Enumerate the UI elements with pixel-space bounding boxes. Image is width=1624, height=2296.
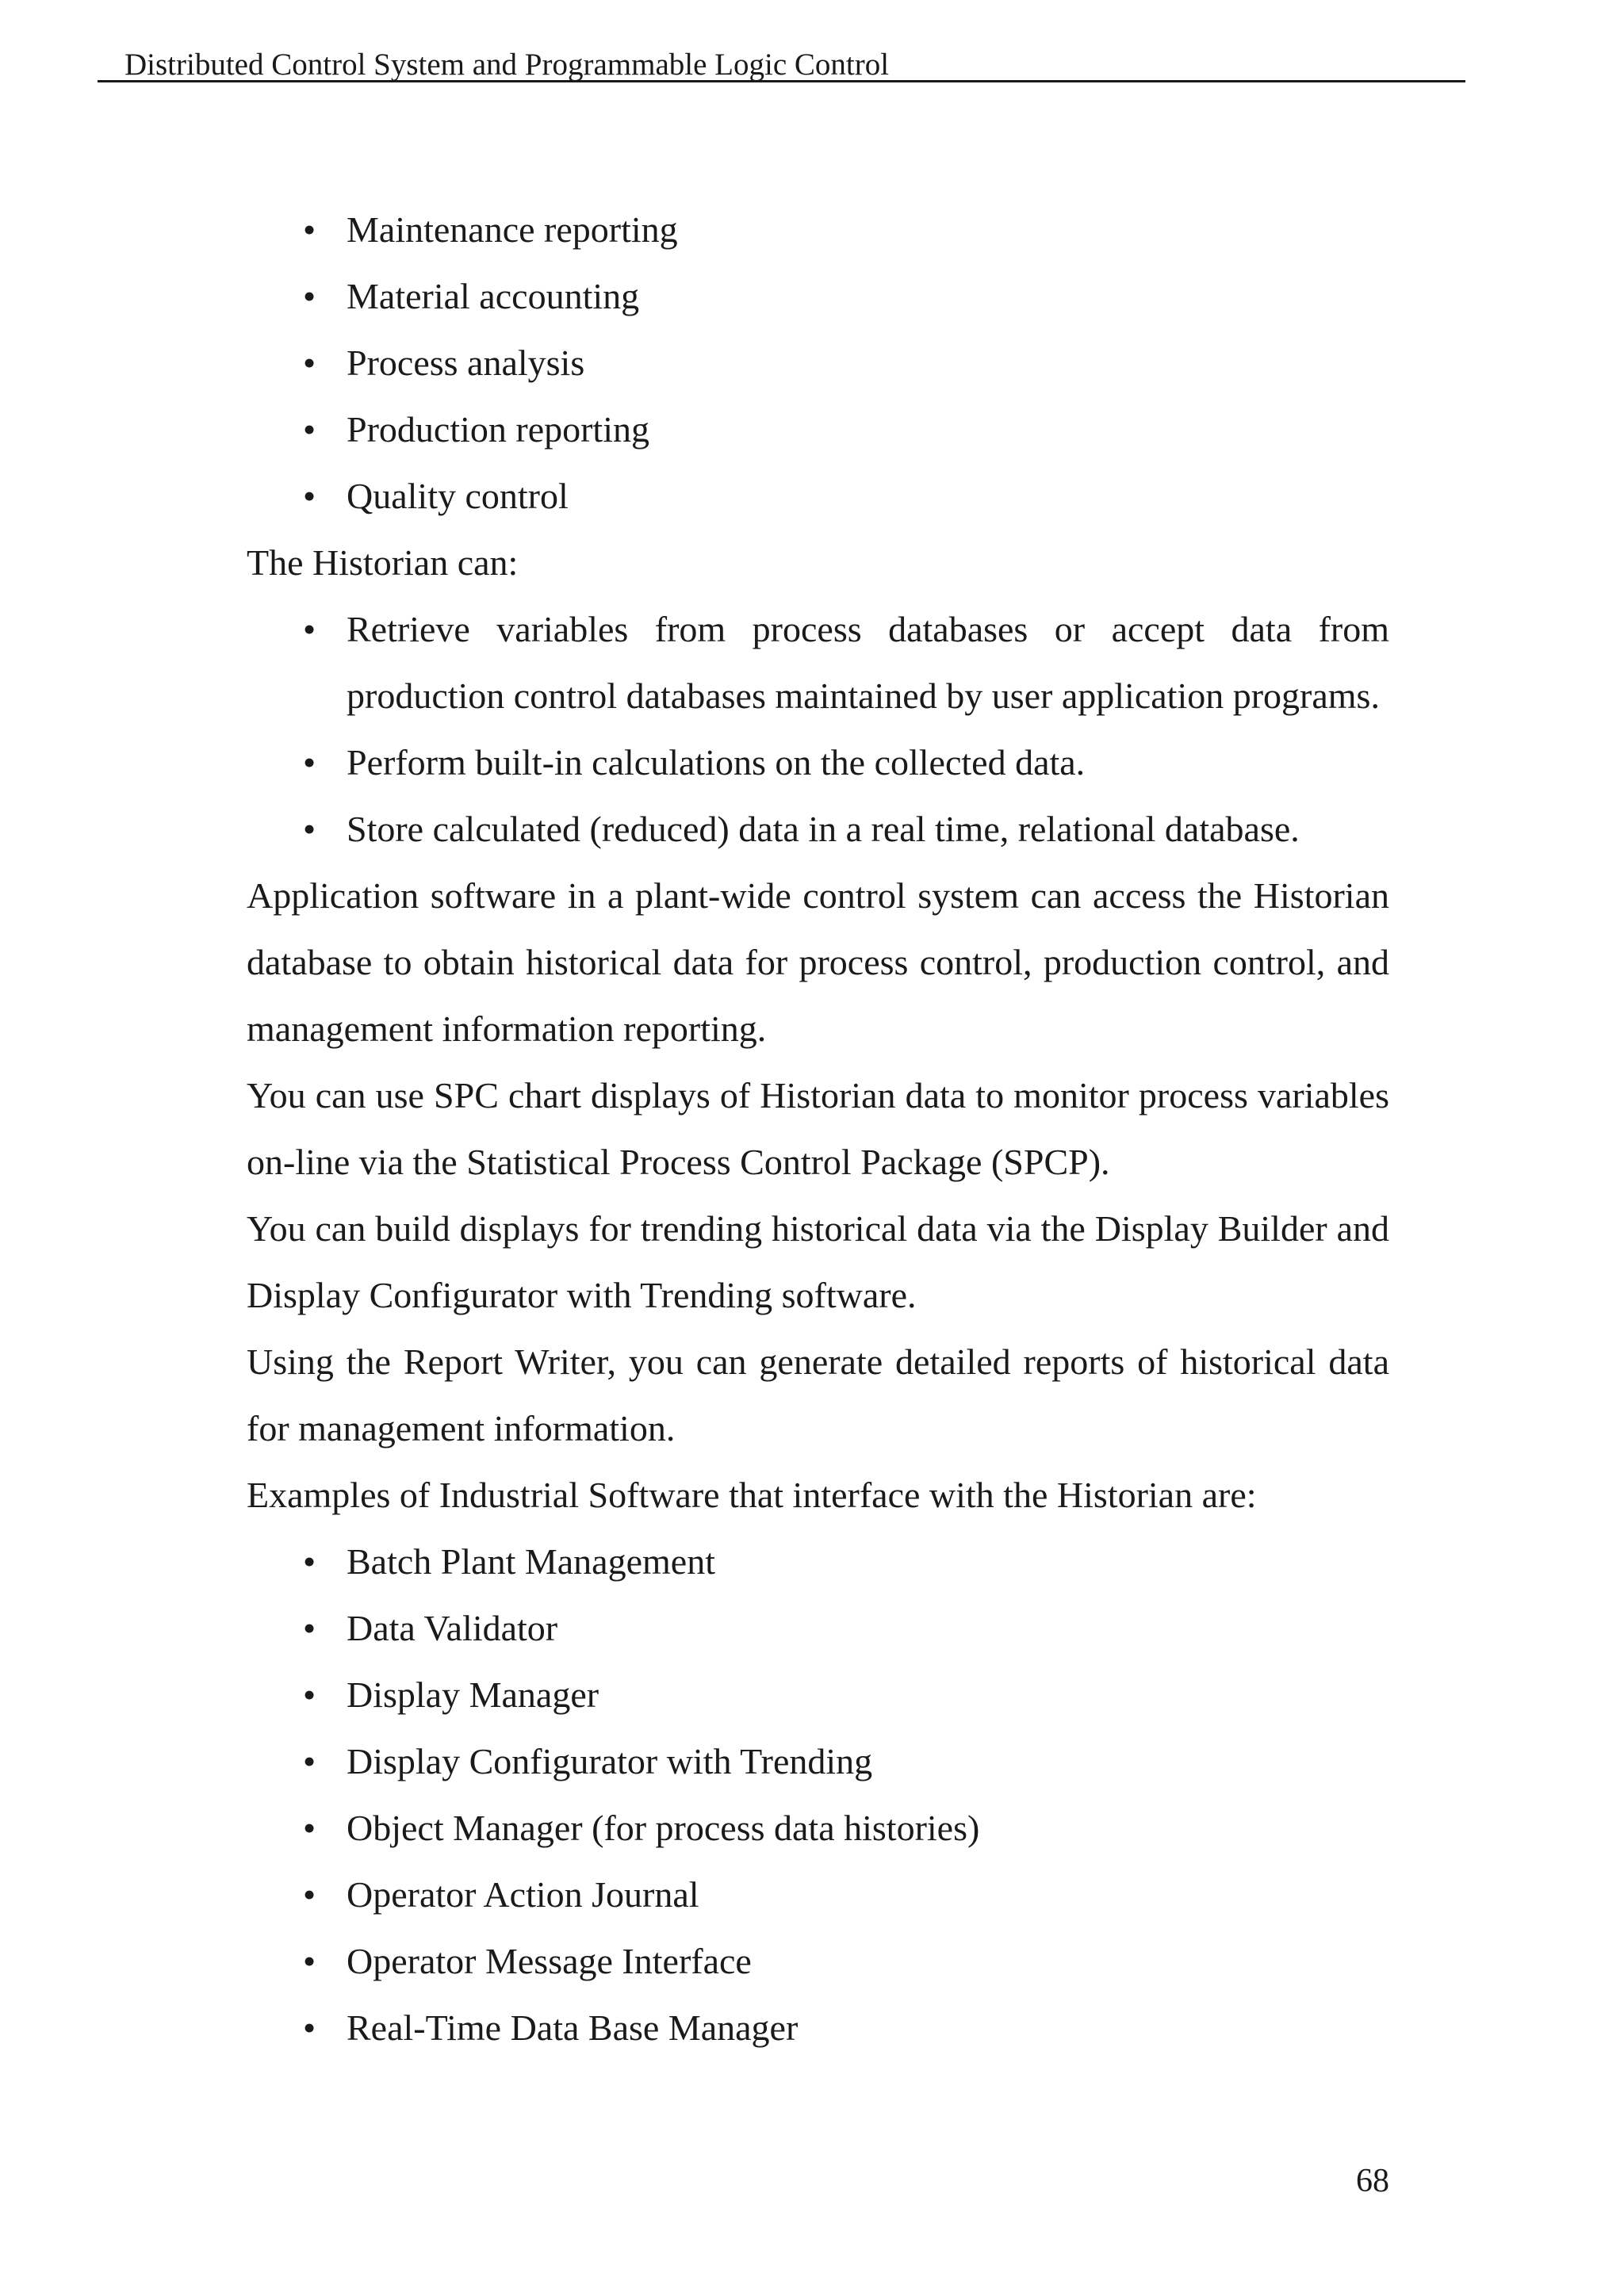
bullet-icon: • xyxy=(302,1808,316,1848)
paragraph-software-examples-intro: Examples of Industrial Software that interface with the Historian are: xyxy=(247,1475,1257,1515)
bullet-icon: • xyxy=(302,476,316,516)
bullet-icon: • xyxy=(302,1874,316,1915)
list-item xyxy=(247,396,1389,463)
bullet-icon: • xyxy=(302,342,316,383)
list-item-text: Batch Plant Management xyxy=(347,1541,715,1582)
list-item xyxy=(247,1728,1389,1795)
list-item-text: Process analysis xyxy=(347,342,585,383)
bullet-icon: • xyxy=(302,276,316,316)
list-item-text: Material accounting xyxy=(347,276,640,316)
bullet-icon: • xyxy=(302,1741,316,1781)
list-item xyxy=(247,1595,1389,1662)
list-item xyxy=(247,1862,1389,1928)
paragraph-spc-charts: You can use SPC chart displays of Historian data to monitor process variables on-line via the Statistical Process Control Package (SPCP). xyxy=(247,1075,1389,1182)
list-item xyxy=(247,1995,1389,2061)
paragraph-trending-displays: You can build displays for trending historical data via the Display Builder and Display Configurator with Trending software. xyxy=(247,1208,1389,1315)
bullet-icon: • xyxy=(302,742,316,783)
bullet-icon: • xyxy=(302,1608,316,1648)
bullet-icon: • xyxy=(302,1941,316,1981)
list-item-text: Real-Time Data Base Manager xyxy=(347,2007,799,2048)
list-item-text: Quality control xyxy=(347,476,569,516)
historian-intro: The Historian can: xyxy=(247,542,519,583)
list-item-text: Object Manager (for process data histories) xyxy=(347,1808,980,1848)
bullet-icon: • xyxy=(302,1674,316,1715)
list-item xyxy=(247,729,1389,796)
intro-bullet-list xyxy=(247,197,1389,530)
list-item xyxy=(247,263,1389,330)
list-item-text: Retrieve variables from process databases or accept data from production control databases maintained by user application programs. xyxy=(347,609,1389,716)
running-header-title: Distributed Control System and Programmable Logic Control xyxy=(124,48,890,82)
bullet-icon: • xyxy=(302,209,316,250)
list-item-text: Operator Message Interface xyxy=(347,1941,752,1981)
list-item xyxy=(247,1928,1389,1995)
bullet-icon: • xyxy=(302,809,316,849)
bullet-icon: • xyxy=(302,409,316,450)
bullet-icon: • xyxy=(302,609,316,649)
historian-capabilities-list xyxy=(247,596,1389,863)
list-item-text: Operator Action Journal xyxy=(347,1874,699,1915)
list-item-text: Store calculated (reduced) data in a real time, relational database. xyxy=(347,809,1300,849)
bullet-icon: • xyxy=(302,2007,316,2048)
list-item-text: Display Manager xyxy=(347,1674,599,1715)
list-item-text: Perform built-in calculations on the collected data. xyxy=(347,742,1086,783)
paragraph-report-writer: Using the Report Writer, you can generate detailed reports of historical data for management information. xyxy=(247,1341,1389,1448)
list-item xyxy=(247,596,1389,729)
list-item xyxy=(247,463,1389,530)
software-examples-list xyxy=(247,1529,1389,2061)
page-number: 68 xyxy=(1356,2163,1389,2199)
list-item xyxy=(247,796,1389,863)
page-body xyxy=(247,197,1389,2061)
list-item-text: Production reporting xyxy=(347,409,649,450)
list-item xyxy=(247,197,1389,263)
list-item-text: Maintenance reporting xyxy=(347,209,678,250)
list-item-text: Display Configurator with Trending xyxy=(347,1741,873,1781)
list-item xyxy=(247,1529,1389,1595)
list-item xyxy=(247,1662,1389,1728)
running-header xyxy=(98,44,1465,82)
list-item xyxy=(247,1795,1389,1862)
paragraph-application-software: Application software in a plant-wide control system can access the Historian database to obtain historical data for process control, production control, and management information reporting. xyxy=(247,875,1389,1049)
list-item-text: Data Validator xyxy=(347,1608,558,1648)
list-item xyxy=(247,330,1389,396)
bullet-icon: • xyxy=(302,1541,316,1582)
